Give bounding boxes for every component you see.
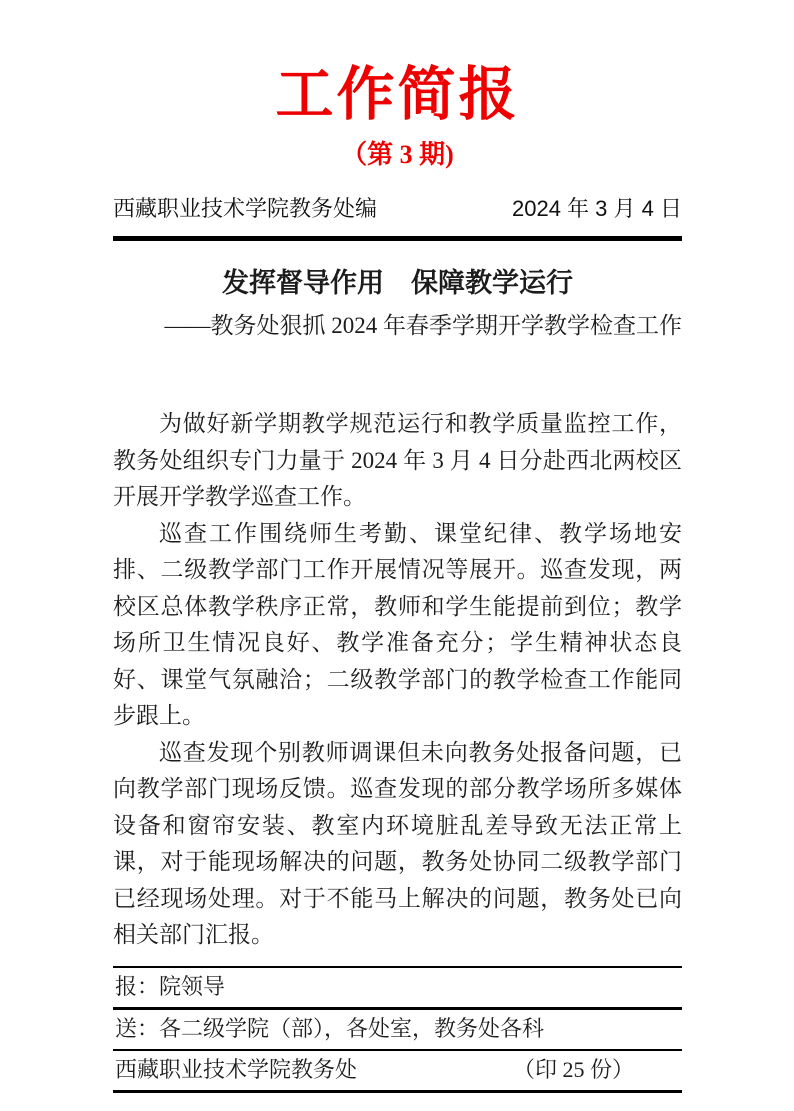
issuer-name: 西藏职业技术学院教务处 [115,1056,358,1082]
paragraph: 为做好新学期教学规范运行和教学质量监控工作，教务处组织专门力量于 2024 年 3 月 4 日分赴西北两校区开展开学教学巡查工作。 [113,411,682,509]
masthead-divider [113,236,682,241]
article-subheadline: ——教务处狠抓 2024 年春季学期开学教学检查工作 [164,313,682,338]
print-copies: （印 25 份） [512,1056,634,1082]
publish-date: 2024 年 3 月 4 日 [512,196,682,221]
paragraph: 巡查工作围绕师生考勤、课堂纪律、教学场地安排、二级教学部门工作开展情况等展开。巡查发现，两校区总体教学秩序正常，教师和学生能提前到位；教学场所卫生情况良好、教学准备充分；学生精神状态良好、课堂气氛融洽；二级教学部门的教学检查工作能同步跟上。 [113,520,682,728]
issuer-row [113,1049,682,1090]
paragraph: 巡查发现个别教师调课但未向教务处报备问题，已向教学部门现场反馈。巡查发现的部分教学场所多媒体设备和窗帘安装、教室内环境脏乱差导致无法正常上课，对于能现场解决的问题，教务处协同二级教学部门已经现场处理。对于不能马上解决的问题，教务处已向相关部门汇报。 [113,739,682,947]
article [113,267,682,954]
report-to-row: 报：院领导 [113,966,682,1007]
masthead [113,60,682,241]
distribution-block [113,966,682,1093]
send-to-row: 送：各二级学院（部），各处室，教务处各科 [113,1007,682,1049]
bulletin-title: 工作简报 [275,62,520,127]
article-body [113,406,682,954]
article-headline: 发挥督导作用 保障教学运行 [222,268,573,298]
editor-name: 西藏职业技术学院教务处编 [113,196,378,221]
issue-number: （第 3 期) [341,140,454,169]
byline-row [113,196,682,222]
